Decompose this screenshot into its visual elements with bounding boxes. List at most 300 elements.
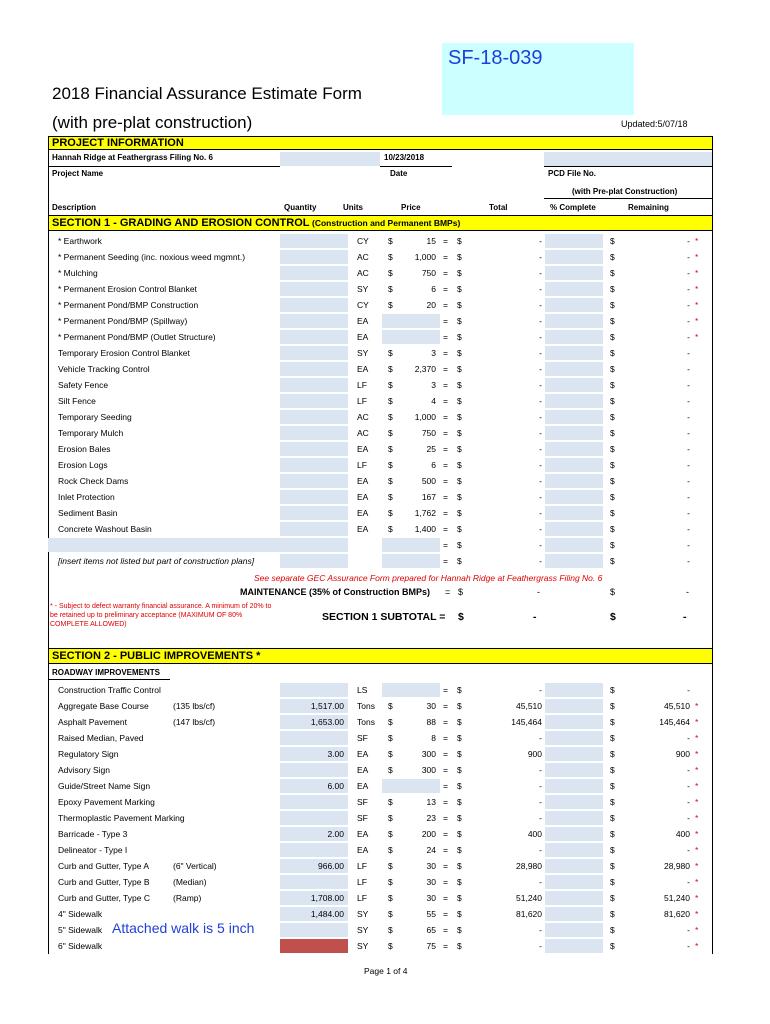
quantity-cell[interactable]: [280, 234, 348, 248]
warranty-asterisk: *: [695, 717, 699, 727]
item-quantity: 2.00: [327, 829, 344, 839]
page-footer: Page 1 of 4: [364, 966, 408, 976]
item-remaining: -: [687, 781, 690, 791]
warranty-asterisk: *: [695, 797, 699, 807]
item-remaining: -: [687, 540, 690, 550]
complete-cell[interactable]: [545, 234, 603, 248]
complete-cell[interactable]: [545, 250, 603, 264]
item-price: 8: [431, 733, 436, 743]
item-total: -: [539, 845, 542, 855]
warranty-asterisk: *: [695, 284, 699, 294]
equals-sign: =: [443, 781, 448, 791]
table-row: [48, 377, 713, 393]
complete-cell[interactable]: [545, 330, 603, 344]
quantity-cell[interactable]: [280, 330, 348, 344]
quantity-cell[interactable]: [280, 939, 348, 953]
equals-sign: =: [443, 236, 448, 246]
total-dollar: $: [457, 492, 462, 502]
table-row: [48, 441, 713, 457]
remaining-dollar: $: [610, 428, 615, 438]
item-total: 45,510: [516, 701, 542, 711]
remaining-dollar: $: [610, 733, 615, 743]
quantity-cell[interactable]: [280, 522, 348, 536]
item-remaining: -: [687, 412, 690, 422]
item-unit: LF: [357, 893, 367, 903]
complete-cell[interactable]: [545, 939, 603, 953]
item-unit: EA: [357, 845, 369, 855]
item-price: 300: [421, 749, 436, 759]
item-description: * Earthwork: [58, 236, 102, 246]
item-price: 1,000: [414, 412, 436, 422]
complete-cell[interactable]: [545, 346, 603, 360]
remaining-dollar: $: [610, 364, 615, 374]
equals-sign: =: [443, 829, 448, 839]
equals-sign: =: [443, 348, 448, 358]
table-row: [48, 682, 713, 698]
complete-cell[interactable]: [545, 426, 603, 440]
item-total: -: [539, 428, 542, 438]
item-unit: EA: [357, 829, 369, 839]
price-dollar: $: [388, 701, 393, 711]
total-dollar: $: [457, 348, 462, 358]
item-price: 30: [426, 701, 436, 711]
equals-sign: =: [443, 925, 448, 935]
form-subtitle: (with pre-plat construction): [52, 113, 253, 132]
price-dollar: $: [388, 797, 393, 807]
item-remaining: -: [687, 316, 690, 326]
table-row: [48, 826, 713, 842]
table-row: [48, 297, 713, 313]
remaining-dollar: $: [610, 284, 615, 294]
subtotal-rem-dollar: $: [610, 611, 616, 623]
quantity-cell[interactable]: [280, 538, 348, 552]
quantity-cell[interactable]: [280, 490, 348, 504]
complete-cell[interactable]: [545, 522, 603, 536]
item-price: 500: [421, 476, 436, 486]
item-total: 28,980: [516, 861, 542, 871]
complete-cell[interactable]: [545, 923, 603, 937]
price-dollar: $: [388, 877, 393, 887]
complete-cell[interactable]: [545, 731, 603, 745]
item-total: -: [539, 733, 542, 743]
complete-cell[interactable]: [545, 715, 603, 729]
date-value[interactable]: 10/23/2018: [384, 153, 425, 162]
total-dollar: $: [457, 925, 462, 935]
item-total: -: [539, 797, 542, 807]
equals-sign: =: [443, 284, 448, 294]
item-total: -: [539, 268, 542, 278]
section2-title: SECTION 2 - PUBLIC IMPROVEMENTS *: [52, 650, 261, 662]
maintenance-equals: =: [445, 587, 451, 597]
pcd-file-label: PCD File No.: [548, 169, 597, 178]
complete-cell[interactable]: [545, 410, 603, 424]
table-row: [48, 249, 713, 265]
complete-cell[interactable]: [545, 474, 603, 488]
warranty-asterisk: *: [695, 781, 699, 791]
item-total: -: [539, 476, 542, 486]
item-remaining: -: [687, 877, 690, 887]
item-unit: AC: [357, 428, 369, 438]
item-remaining: -: [687, 685, 690, 695]
section1-title: SECTION 1 - GRADING AND EROSION CONTROL: [52, 217, 310, 229]
item-remaining: -: [687, 524, 690, 534]
equals-sign: =: [443, 797, 448, 807]
maintenance-total: -: [537, 587, 540, 597]
equals-sign: =: [443, 941, 448, 951]
total-dollar: $: [457, 380, 462, 390]
item-price: 30: [426, 893, 436, 903]
item-unit: AC: [357, 412, 369, 422]
quantity-cell[interactable]: [280, 378, 348, 392]
item-price: 20: [426, 300, 436, 310]
quantity-cell[interactable]: [280, 795, 348, 809]
preplat-header: (with Pre-plat Construction): [572, 187, 678, 196]
subtotal-remaining: -: [683, 611, 687, 623]
item-description: 6" Sidewalk: [58, 941, 103, 951]
item-unit: Tons: [357, 701, 375, 711]
warranty-asterisk: *: [695, 941, 699, 951]
item-unit: EA: [357, 508, 369, 518]
remaining-dollar: $: [610, 845, 615, 855]
form-title: 2018 Financial Assurance Estimate Form: [52, 84, 362, 103]
item-remaining: 51,240: [664, 893, 690, 903]
price-dollar: $: [388, 909, 393, 919]
item-description: Erosion Logs: [58, 460, 108, 470]
complete-cell[interactable]: [545, 298, 603, 312]
form-number: SF-18-039: [448, 47, 543, 69]
complete-cell[interactable]: [545, 907, 603, 921]
item-price: 88: [426, 717, 436, 727]
item-total: -: [539, 781, 542, 791]
section1-header: [48, 215, 713, 231]
remaining-dollar: $: [610, 717, 615, 727]
item-total: -: [539, 877, 542, 887]
quantity-cell[interactable]: [280, 506, 348, 520]
complete-cell[interactable]: [545, 394, 603, 408]
complete-cell[interactable]: [545, 538, 603, 552]
quantity-cell[interactable]: [280, 298, 348, 312]
equals-sign: =: [443, 893, 448, 903]
quantity-cell[interactable]: [280, 282, 348, 296]
item-remaining: -: [687, 845, 690, 855]
table-row: [48, 345, 713, 361]
price-dollar: $: [388, 348, 393, 358]
equals-sign: =: [443, 460, 448, 470]
complete-cell[interactable]: [545, 266, 603, 280]
quantity-cell[interactable]: [280, 250, 348, 264]
project-name-value[interactable]: Hannah Ridge at Feathergrass Filing No. 6: [52, 153, 213, 162]
equals-sign: =: [443, 909, 448, 919]
price-dollar: $: [388, 508, 393, 518]
total-dollar: $: [457, 829, 462, 839]
item-unit: CY: [357, 300, 369, 310]
table-row: [48, 553, 713, 569]
item-description: Temporary Mulch: [58, 428, 124, 438]
complete-cell[interactable]: [545, 811, 603, 825]
price-dollar: $: [388, 524, 393, 534]
quantity-cell[interactable]: [280, 554, 348, 568]
table-row: [48, 361, 713, 377]
quantity-cell[interactable]: [280, 811, 348, 825]
total-dollar: $: [457, 909, 462, 919]
complete-cell[interactable]: [545, 795, 603, 809]
quantity-cell[interactable]: [280, 346, 348, 360]
item-description: Curb and Gutter, Type C: [58, 893, 150, 903]
item-unit: SY: [357, 284, 369, 294]
table-row: [48, 537, 713, 553]
table-row: [48, 698, 713, 714]
table-row: [48, 409, 713, 425]
warranty-asterisk: *: [695, 749, 699, 759]
item-total: -: [539, 460, 542, 470]
remaining-dollar: $: [610, 829, 615, 839]
item-remaining: -: [687, 813, 690, 823]
complete-cell[interactable]: [545, 891, 603, 905]
item-description: Silt Fence: [58, 396, 96, 406]
item-price: 1,000: [414, 252, 436, 262]
table-row: [48, 265, 713, 281]
maintenance-rem-dollar: $: [610, 587, 616, 597]
quantity-cell[interactable]: [280, 314, 348, 328]
table-row: [48, 890, 713, 906]
item-remaining: -: [687, 380, 690, 390]
quantity-cell[interactable]: [280, 394, 348, 408]
quantity-cell[interactable]: [280, 410, 348, 424]
item-description: Erosion Bales: [58, 444, 111, 454]
item-total: -: [539, 412, 542, 422]
remaining-dollar: $: [610, 909, 615, 919]
table-row: [48, 730, 713, 746]
complete-cell[interactable]: [545, 843, 603, 857]
item-description: Vehicle Tracking Control: [58, 364, 150, 374]
complete-cell[interactable]: [545, 490, 603, 504]
remaining-dollar: $: [610, 380, 615, 390]
remaining-dollar: $: [610, 412, 615, 422]
equals-sign: =: [443, 749, 448, 759]
complete-cell[interactable]: [545, 378, 603, 392]
remaining-dollar: $: [610, 925, 615, 935]
item-description: Barricade - Type 3: [58, 829, 128, 839]
complete-cell[interactable]: [545, 747, 603, 761]
price-cell[interactable]: [382, 314, 440, 328]
item-total: -: [539, 252, 542, 262]
item-remaining: 145,464: [659, 717, 690, 727]
quantity-cell[interactable]: [280, 731, 348, 745]
remaining-dollar: $: [610, 348, 615, 358]
warranty-asterisk: *: [695, 268, 699, 278]
total-dollar: $: [457, 877, 462, 887]
complete-cell[interactable]: [545, 859, 603, 873]
equals-sign: =: [443, 252, 448, 262]
item-price: 300: [421, 765, 436, 775]
total-dollar: $: [457, 861, 462, 871]
complete-cell[interactable]: [545, 554, 603, 568]
total-dollar: $: [457, 460, 462, 470]
item-price: 23: [426, 813, 436, 823]
price-dollar: $: [388, 492, 393, 502]
price-cell[interactable]: [382, 554, 440, 568]
item-unit: CY: [357, 236, 369, 246]
remaining-dollar: $: [610, 893, 615, 903]
complete-cell[interactable]: [545, 699, 603, 713]
quantity-cell[interactable]: [280, 923, 348, 937]
quantity-cell[interactable]: [280, 266, 348, 280]
item-price: 3: [431, 380, 436, 390]
complete-cell[interactable]: [545, 506, 603, 520]
item-remaining: 81,620: [664, 909, 690, 919]
equals-sign: =: [443, 813, 448, 823]
remaining-dollar: $: [610, 685, 615, 695]
quantity-cell[interactable]: [280, 474, 348, 488]
table-row: [48, 425, 713, 441]
item-price: 1,762: [414, 508, 436, 518]
complete-cell[interactable]: [545, 875, 603, 889]
complete-cell[interactable]: [545, 763, 603, 777]
total-dollar: $: [457, 364, 462, 374]
item-description: Safety Fence: [58, 380, 109, 390]
equals-sign: =: [443, 380, 448, 390]
item-description: Sediment Basin: [58, 508, 118, 518]
item-unit: EA: [357, 476, 369, 486]
price-cell[interactable]: [382, 683, 440, 697]
col-price: Price: [401, 203, 421, 212]
price-cell[interactable]: [382, 779, 440, 793]
col-description: Description: [52, 203, 97, 212]
item-unit: AC: [357, 252, 369, 262]
item-total: -: [539, 540, 542, 550]
table-row: [48, 874, 713, 890]
table-row: [48, 329, 713, 345]
equals-sign: =: [443, 685, 448, 695]
table-row: [48, 505, 713, 521]
quantity-cell[interactable]: [280, 843, 348, 857]
quantity-cell[interactable]: [280, 875, 348, 889]
item-description: * Permanent Pond/BMP (Spillway): [58, 316, 188, 326]
remaining-dollar: $: [610, 460, 615, 470]
item-total: -: [539, 284, 542, 294]
total-dollar: $: [457, 332, 462, 342]
item-unit: EA: [357, 316, 369, 326]
item-quantity: 1,708.00: [310, 893, 344, 903]
complete-cell[interactable]: [545, 458, 603, 472]
item-remaining: 900: [675, 749, 690, 759]
warranty-asterisk: *: [695, 733, 699, 743]
pcd-file-cell[interactable]: [544, 152, 712, 166]
item-description-note: (Median): [173, 877, 207, 887]
price-dollar: $: [388, 460, 393, 470]
price-dollar: $: [388, 476, 393, 486]
item-total: -: [539, 492, 542, 502]
remaining-dollar: $: [610, 300, 615, 310]
price-dollar: $: [388, 893, 393, 903]
quantity-cell[interactable]: [280, 442, 348, 456]
item-unit: LF: [357, 861, 367, 871]
item-unit: SY: [357, 348, 369, 358]
price-dollar: $: [388, 380, 393, 390]
equals-sign: =: [443, 476, 448, 486]
remaining-dollar: $: [610, 476, 615, 486]
warranty-asterisk: *: [695, 909, 699, 919]
item-remaining: -: [687, 236, 690, 246]
table-row: [48, 778, 713, 794]
table-row: [48, 473, 713, 489]
item-price: 4: [431, 396, 436, 406]
item-description: [insert items not listed but part of construction plans]: [58, 556, 255, 566]
blank-desc-cell[interactable]: [48, 538, 280, 552]
equals-sign: =: [443, 877, 448, 887]
price-dollar: $: [388, 749, 393, 759]
complete-cell[interactable]: [545, 314, 603, 328]
complete-cell[interactable]: [545, 779, 603, 793]
item-total: -: [539, 364, 542, 374]
col-remaining: Remaining: [628, 203, 669, 212]
item-description: 5" Sidewalk: [58, 925, 103, 935]
complete-cell[interactable]: [545, 683, 603, 697]
equals-sign: =: [443, 765, 448, 775]
item-unit: Tons: [357, 717, 375, 727]
item-unit: LS: [357, 685, 368, 695]
complete-cell[interactable]: [545, 442, 603, 456]
total-dollar: $: [457, 765, 462, 775]
quantity-cell[interactable]: [280, 426, 348, 440]
item-remaining: -: [687, 300, 690, 310]
remaining-dollar: $: [610, 556, 615, 566]
price-cell[interactable]: [382, 538, 440, 552]
quantity-cell[interactable]: [280, 458, 348, 472]
warranty-asterisk: *: [695, 236, 699, 246]
item-description: Aggregate Base Course: [58, 701, 149, 711]
total-dollar: $: [457, 508, 462, 518]
quantity-cell[interactable]: [280, 362, 348, 376]
complete-cell[interactable]: [545, 282, 603, 296]
complete-cell[interactable]: [545, 362, 603, 376]
complete-cell[interactable]: [545, 827, 603, 841]
table-row: [48, 521, 713, 537]
item-unit: LF: [357, 877, 367, 887]
total-dollar: $: [457, 284, 462, 294]
item-remaining: 28,980: [664, 861, 690, 871]
warranty-note: * - Subject to defect warranty financial assurance. A minimum of 20% to be retained up to preliminary acceptance (MAXIMUM OF 80% COMPLETE ALLOWED): [50, 603, 272, 628]
item-total: -: [539, 685, 542, 695]
quantity-cell[interactable]: [280, 683, 348, 697]
item-total: -: [539, 941, 542, 951]
remaining-dollar: $: [610, 252, 615, 262]
equals-sign: =: [443, 845, 448, 855]
price-dollar: $: [388, 717, 393, 727]
remaining-dollar: $: [610, 444, 615, 454]
item-remaining: -: [687, 348, 690, 358]
price-dollar: $: [388, 941, 393, 951]
item-unit: AC: [357, 268, 369, 278]
quantity-cell[interactable]: [280, 763, 348, 777]
item-remaining: -: [687, 556, 690, 566]
item-price: 75: [426, 941, 436, 951]
warranty-asterisk: *: [695, 316, 699, 326]
item-price: 24: [426, 845, 436, 855]
item-description: Raised Median, Paved: [58, 733, 144, 743]
item-description: Inlet Protection: [58, 492, 115, 502]
equals-sign: =: [443, 444, 448, 454]
price-cell[interactable]: [382, 330, 440, 344]
item-description: Regulatory Sign: [58, 749, 119, 759]
date-label: Date: [390, 169, 408, 178]
item-remaining: -: [687, 925, 690, 935]
total-dollar: $: [457, 444, 462, 454]
col-units: Units: [343, 203, 363, 212]
total-dollar: $: [457, 797, 462, 807]
equals-sign: =: [443, 508, 448, 518]
remaining-dollar: $: [610, 268, 615, 278]
